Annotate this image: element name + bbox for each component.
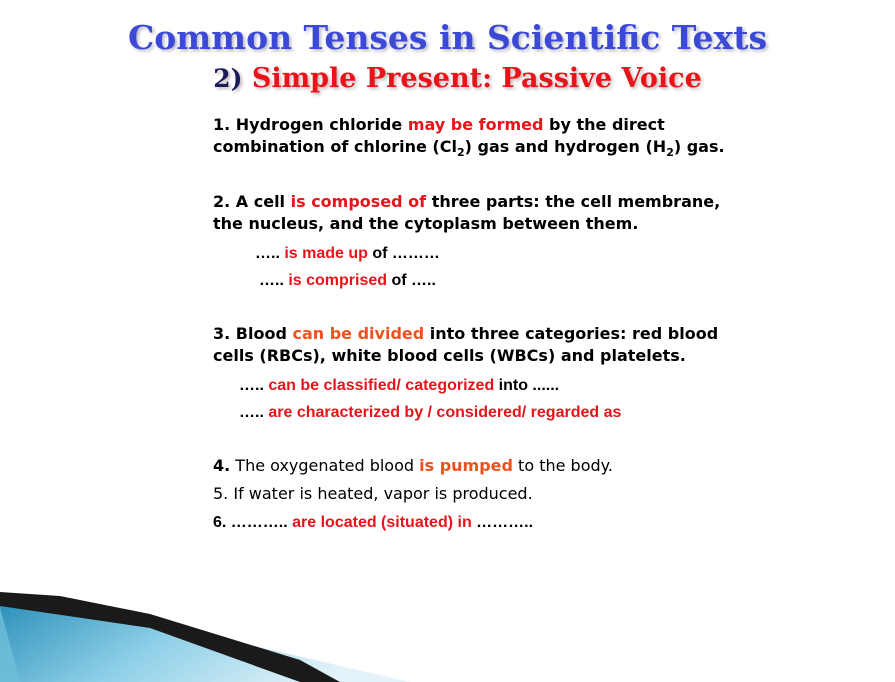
- subtitle-number: 2): [213, 64, 243, 93]
- subtitle-text: Simple Present: Passive Voice: [242, 63, 702, 94]
- example-3-text-a: Blood: [235, 324, 293, 343]
- alt-suffix: of ………: [367, 245, 440, 262]
- example-1-text-a: Hydrogen chloride: [235, 115, 408, 134]
- alt-prefix: …..: [259, 272, 289, 289]
- example-6-number: 6. ………..: [213, 514, 293, 531]
- example-2: [213, 191, 733, 235]
- example-2-alternative-2: [259, 272, 436, 290]
- alt-prefix: …..: [239, 377, 269, 394]
- example-2-text-a: A cell: [235, 192, 291, 211]
- example-6: [213, 514, 533, 532]
- example-3-text-b: into three categories: red blood cells (RBCs), white blood cells (WBCs) and platelets.: [213, 324, 719, 365]
- example-1-sub-2: 2: [666, 146, 674, 160]
- alt-suffix: of …..: [387, 272, 436, 289]
- example-1-text-d: ) gas.: [673, 137, 725, 156]
- example-1-verb: may be formed: [407, 115, 544, 134]
- alt-suffix: into ......: [494, 377, 560, 394]
- decorative-swoosh: [0, 572, 895, 682]
- example-3-verb: can be divided: [292, 324, 425, 343]
- example-3: [213, 323, 723, 367]
- alt-verb: are characterized by / considered/ regarded as: [268, 404, 622, 421]
- example-3-alternative-1: [239, 377, 559, 395]
- example-4-verb: is pumped: [419, 456, 513, 475]
- example-2-alternative-1: [255, 245, 440, 263]
- alt-verb: can be classified/ categorized: [268, 377, 495, 394]
- alt-prefix: …..: [255, 245, 285, 262]
- example-4-number: 4.: [213, 456, 231, 475]
- example-2-number: 2.: [213, 192, 236, 211]
- example-1-sub-1: 2: [456, 146, 465, 160]
- example-6-suffix: ………..: [471, 514, 534, 531]
- example-3-number: 3.: [213, 324, 236, 343]
- example-1-text-b: by the direct combination of chlorine (Cl: [213, 115, 665, 156]
- example-1: [213, 114, 733, 164]
- example-4-text-a: The oxygenated blood: [230, 456, 420, 475]
- example-1-number: 1.: [213, 115, 236, 134]
- slide-title: Common Tenses in Scientific Texts: [127, 18, 768, 57]
- alt-verb: is comprised: [288, 272, 388, 289]
- example-3-alternative-2: [239, 404, 621, 422]
- example-5: 5. If water is heated, vapor is produced.: [213, 484, 533, 503]
- slide-subtitle: [0, 63, 895, 94]
- example-4: [213, 455, 613, 477]
- example-2-text-b: three parts: the cell membrane, the nucleus, and the cytoplasm between them.: [213, 192, 721, 233]
- alt-prefix: …..: [239, 404, 269, 421]
- example-6-verb: are located (situated) in: [292, 514, 472, 531]
- example-2-verb: is composed of: [290, 192, 427, 211]
- alt-verb: is made up: [284, 245, 368, 262]
- example-1-text-c: ) gas and hydrogen (H: [464, 137, 667, 156]
- example-4-text-b: to the body.: [512, 456, 613, 475]
